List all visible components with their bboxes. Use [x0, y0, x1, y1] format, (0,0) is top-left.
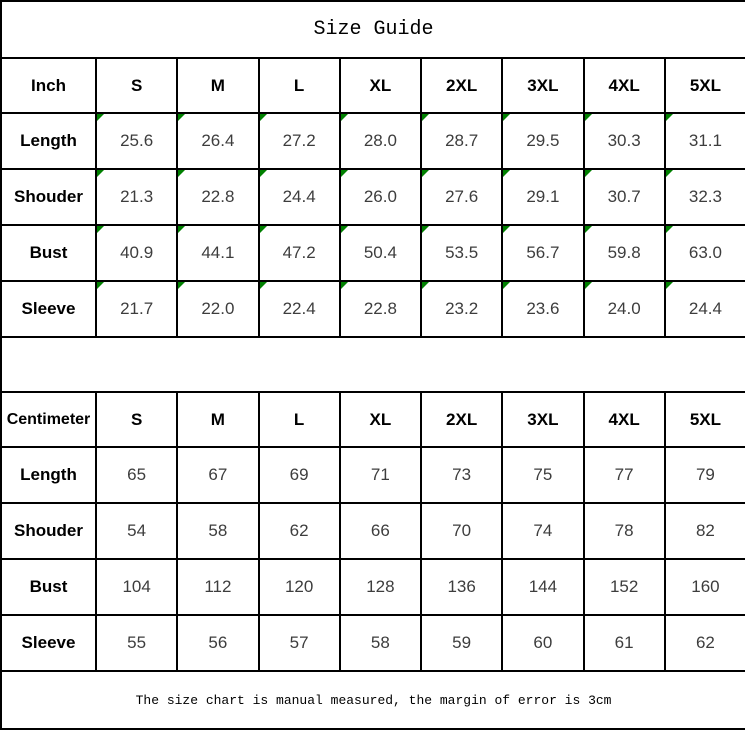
- flag-triangle-icon: [178, 226, 185, 233]
- cell-value: 59.8: [607, 243, 641, 262]
- size-value-cell: [340, 113, 421, 169]
- size-value-cell: 104: [96, 559, 177, 615]
- table-row: [1, 503, 745, 559]
- cell-value: 56.7: [526, 243, 560, 262]
- size-value-cell: [584, 281, 665, 337]
- row-label-bust-inch: Bust: [1, 225, 96, 281]
- row-label-sleeve-cm: Sleeve: [1, 615, 96, 671]
- size-value-cell: 82: [665, 503, 745, 559]
- table-row: [1, 447, 745, 503]
- flag-triangle-icon: [503, 282, 510, 289]
- size-value-cell: 56: [177, 615, 258, 671]
- size-value-cell: [502, 169, 583, 225]
- flag-triangle-icon: [503, 170, 510, 177]
- flag-triangle-icon: [260, 114, 267, 121]
- size-value-cell: [96, 281, 177, 337]
- size-header-xl: XL: [340, 58, 421, 113]
- size-value-cell: 152: [584, 559, 665, 615]
- size-header-3xl: 3XL: [502, 392, 583, 447]
- size-value-cell: [259, 281, 340, 337]
- size-value-cell: 54: [96, 503, 177, 559]
- cell-value: 22.8: [201, 187, 235, 206]
- size-value-cell: 62: [665, 615, 745, 671]
- size-value-cell: 65: [96, 447, 177, 503]
- row-label-length-inch: Length: [1, 113, 96, 169]
- spacer-row: [1, 337, 745, 392]
- size-header-s: S: [96, 392, 177, 447]
- cell-value: 47.2: [282, 243, 316, 262]
- size-value-cell: 69: [259, 447, 340, 503]
- size-header-2xl: 2XL: [421, 392, 502, 447]
- size-value-cell: 71: [340, 447, 421, 503]
- size-header-l: L: [259, 58, 340, 113]
- cell-value: 27.6: [445, 187, 479, 206]
- size-value-cell: [259, 113, 340, 169]
- flag-triangle-icon: [585, 226, 592, 233]
- size-value-cell: [421, 225, 502, 281]
- size-value-cell: [340, 225, 421, 281]
- size-value-cell: [340, 281, 421, 337]
- flag-triangle-icon: [178, 170, 185, 177]
- cell-value: 30.7: [607, 187, 641, 206]
- size-value-cell: [177, 281, 258, 337]
- cell-value: 21.3: [120, 187, 154, 206]
- size-value-cell: 144: [502, 559, 583, 615]
- flag-triangle-icon: [585, 170, 592, 177]
- size-value-cell: [340, 169, 421, 225]
- size-header-l: L: [259, 392, 340, 447]
- cell-value: 30.3: [607, 131, 641, 150]
- size-value-cell: 58: [177, 503, 258, 559]
- size-header-s: S: [96, 58, 177, 113]
- flag-triangle-icon: [666, 226, 673, 233]
- cell-value: 32.3: [688, 187, 722, 206]
- flag-triangle-icon: [341, 282, 348, 289]
- size-header-3xl: 3XL: [502, 58, 583, 113]
- unit-header-centimeter: Centimeter: [1, 392, 96, 447]
- cell-value: 26.4: [201, 131, 235, 150]
- cell-value: 53.5: [445, 243, 479, 262]
- cell-value: 23.2: [445, 299, 479, 318]
- size-value-cell: [177, 225, 258, 281]
- cell-value: 24.0: [607, 299, 641, 318]
- size-value-cell: [96, 225, 177, 281]
- size-value-cell: [665, 169, 745, 225]
- cell-value: 22.4: [282, 299, 316, 318]
- flag-triangle-icon: [585, 282, 592, 289]
- table-row: [1, 225, 745, 281]
- size-value-cell: [96, 113, 177, 169]
- flag-triangle-icon: [503, 226, 510, 233]
- flag-triangle-icon: [178, 282, 185, 289]
- size-header-5xl: 5XL: [665, 58, 745, 113]
- flag-triangle-icon: [341, 114, 348, 121]
- flag-triangle-icon: [666, 170, 673, 177]
- cell-value: 25.6: [120, 131, 154, 150]
- cell-value: 24.4: [688, 299, 722, 318]
- measurement-note: The size chart is manual measured, the margin of error is 3cm: [1, 671, 745, 729]
- cell-value: 50.4: [363, 243, 397, 262]
- flag-triangle-icon: [178, 114, 185, 121]
- size-header-m: M: [177, 58, 258, 113]
- size-value-cell: 57: [259, 615, 340, 671]
- row-label-sleeve-inch: Sleeve: [1, 281, 96, 337]
- table-row: [1, 559, 745, 615]
- size-value-cell: [96, 169, 177, 225]
- table-row: [1, 113, 745, 169]
- flag-triangle-icon: [97, 282, 104, 289]
- size-value-cell: 78: [584, 503, 665, 559]
- size-value-cell: [259, 169, 340, 225]
- size-value-cell: 120: [259, 559, 340, 615]
- table-row: [1, 615, 745, 671]
- size-value-cell: [584, 225, 665, 281]
- size-value-cell: 62: [259, 503, 340, 559]
- size-value-cell: 128: [340, 559, 421, 615]
- cell-value: 22.0: [201, 299, 235, 318]
- size-header-4xl: 4XL: [584, 392, 665, 447]
- row-label-shouder-cm: Shouder: [1, 503, 96, 559]
- size-value-cell: [665, 281, 745, 337]
- cell-value: 29.5: [526, 131, 560, 150]
- unit-header-inch: Inch: [1, 58, 96, 113]
- size-value-cell: [584, 113, 665, 169]
- flag-triangle-icon: [260, 282, 267, 289]
- size-header-m: M: [177, 392, 258, 447]
- row-label-bust-cm: Bust: [1, 559, 96, 615]
- flag-triangle-icon: [97, 114, 104, 121]
- flag-triangle-icon: [341, 170, 348, 177]
- size-value-cell: [665, 225, 745, 281]
- cell-value: 29.1: [526, 187, 560, 206]
- size-value-cell: 61: [584, 615, 665, 671]
- size-value-cell: 58: [340, 615, 421, 671]
- table-row: [1, 169, 745, 225]
- size-value-cell: 74: [502, 503, 583, 559]
- size-value-cell: 67: [177, 447, 258, 503]
- size-value-cell: [177, 169, 258, 225]
- row-label-length-cm: Length: [1, 447, 96, 503]
- size-value-cell: 73: [421, 447, 502, 503]
- size-value-cell: [665, 113, 745, 169]
- flag-triangle-icon: [422, 282, 429, 289]
- cell-value: 24.4: [282, 187, 316, 206]
- size-value-cell: [259, 225, 340, 281]
- size-header-2xl: 2XL: [421, 58, 502, 113]
- table-row: [1, 281, 745, 337]
- flag-triangle-icon: [422, 226, 429, 233]
- size-header-xl: XL: [340, 392, 421, 447]
- flag-triangle-icon: [260, 226, 267, 233]
- size-header-5xl: 5XL: [665, 392, 745, 447]
- flag-triangle-icon: [341, 226, 348, 233]
- cell-value: 26.0: [363, 187, 397, 206]
- flag-triangle-icon: [422, 170, 429, 177]
- size-value-cell: [421, 169, 502, 225]
- size-value-cell: [502, 281, 583, 337]
- size-value-cell: 77: [584, 447, 665, 503]
- flag-triangle-icon: [585, 114, 592, 121]
- flag-triangle-icon: [666, 282, 673, 289]
- size-value-cell: 136: [421, 559, 502, 615]
- cell-value: 28.7: [445, 131, 479, 150]
- size-value-cell: 160: [665, 559, 745, 615]
- cell-value: 28.0: [363, 131, 397, 150]
- flag-triangle-icon: [97, 170, 104, 177]
- size-value-cell: [177, 113, 258, 169]
- flag-triangle-icon: [503, 114, 510, 121]
- cell-value: 31.1: [688, 131, 722, 150]
- size-header-4xl: 4XL: [584, 58, 665, 113]
- size-value-cell: [584, 169, 665, 225]
- size-value-cell: [421, 281, 502, 337]
- cell-value: 23.6: [526, 299, 560, 318]
- cell-value: 40.9: [120, 243, 154, 262]
- cell-value: 27.2: [282, 131, 316, 150]
- size-value-cell: [502, 113, 583, 169]
- cell-value: 63.0: [688, 243, 722, 262]
- flag-triangle-icon: [422, 114, 429, 121]
- cell-value: 21.7: [120, 299, 154, 318]
- size-value-cell: 59: [421, 615, 502, 671]
- flag-triangle-icon: [666, 114, 673, 121]
- size-value-cell: 112: [177, 559, 258, 615]
- size-value-cell: 60: [502, 615, 583, 671]
- size-value-cell: 79: [665, 447, 745, 503]
- size-value-cell: 55: [96, 615, 177, 671]
- size-value-cell: [421, 113, 502, 169]
- flag-triangle-icon: [260, 170, 267, 177]
- size-value-cell: 75: [502, 447, 583, 503]
- size-value-cell: 66: [340, 503, 421, 559]
- cell-value: 22.8: [363, 299, 397, 318]
- flag-triangle-icon: [97, 226, 104, 233]
- cell-value: 44.1: [201, 243, 235, 262]
- row-label-shouder-inch: Shouder: [1, 169, 96, 225]
- size-value-cell: 70: [421, 503, 502, 559]
- size-value-cell: [502, 225, 583, 281]
- size-guide-title: Size Guide: [1, 1, 745, 58]
